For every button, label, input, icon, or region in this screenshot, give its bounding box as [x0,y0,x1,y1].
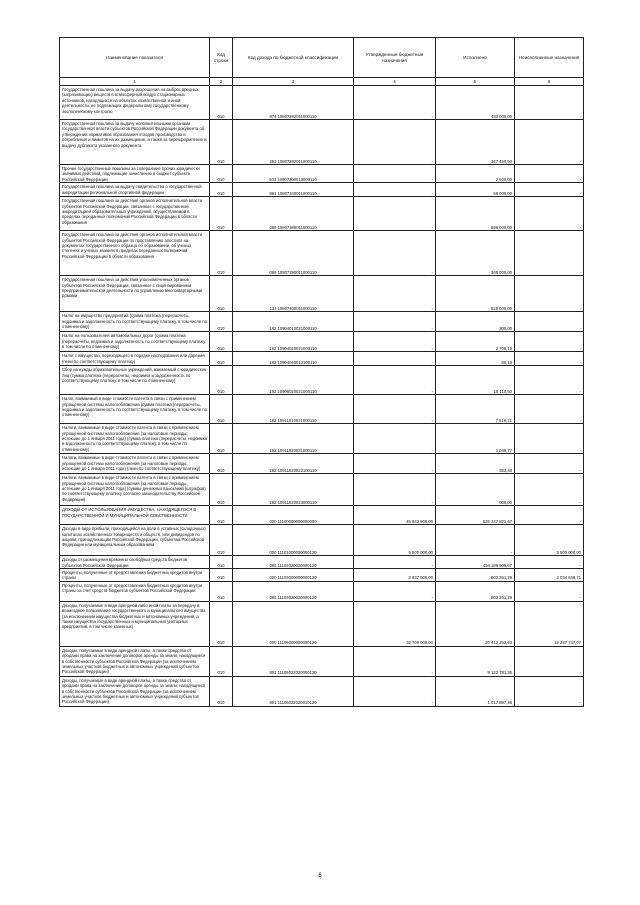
row-unexecuted: - [515,197,584,231]
table-row [60,86,584,120]
table-row [60,601,584,646]
row-approved: 32 700 000,00 [354,601,436,646]
row-line-code: 010 [210,601,233,646]
row-unexecuted: 2 034 648,71 [515,569,584,582]
header-indicator-name: Наименование показателя [60,38,210,78]
table-row [60,332,584,352]
page-number: 6 [318,873,322,879]
row-approved: 2 837 900,00 [354,569,436,582]
row-executed: 803 251,29 [436,569,515,582]
table-body [60,78,584,707]
row-income-code: 503 10807300010000110 [233,165,354,183]
row-income-code: 182 10904010021000110 [233,312,354,332]
row-income-code: 182 10904020021000110 [233,332,354,352]
row-name: Налог с имущества, переходящего в порядке наследования или дарения (пени по соответствующему платежу) [60,352,210,366]
row-unexecuted: - [515,165,584,183]
row-approved: - [354,312,436,332]
row-income-code: 000 11100000000000000 [233,506,354,525]
row-executed: 526 247 821,67 [436,506,515,525]
row-line-code: 010 [210,454,233,474]
row-executed: 1 017 897,46 [436,676,515,706]
row-executed: 7 516,21 [436,395,515,424]
row-income-code: 182 10906020021000110 [233,366,354,395]
row-executed: 2 500,00 [436,165,515,183]
row-line-code: 010 [210,332,233,352]
table-row [60,424,584,454]
row-approved: - [354,332,436,352]
row-name: Доходы, получаемые в виде арендной либо иной платы за передачу в возмездное пользование государственного и муниципального имущества (за исключением имущества бюджетных и автономных учреждений, а также имущества государственных и муниципальных унитарных предприятий, в том числе казенных) [60,601,210,646]
table-row [60,120,584,165]
row-unexecuted: - [515,424,584,454]
row-approved: - [354,120,436,165]
row-income-code: 801 11105022020010120 [233,676,354,706]
row-name: Государственная пошлина за действия уполномоченных органов субъектов Российской Федерации, связанные с лицензированием предпринимательской деятельности по управлению многоквартирными домами [60,276,210,312]
row-name: Налог на имущество предприятий (сумма платежа (перерасчеты, недоимка и задолженность по соответствующему платежу, в том числе по отмененному) [60,312,210,332]
row-executed: 367 450,50 [436,120,515,165]
row-executed: 300,00 [436,312,515,332]
table-row [60,276,584,312]
row-income-code: 000 11103000000000120 [233,569,354,582]
table-row [60,183,584,197]
row-income-code: 182 10904040012100110 [233,352,354,366]
row-executed: 825 000,00 [436,276,515,312]
row-line-code: 010 [210,646,233,676]
column-number: 6 [515,78,584,86]
row-executed: 20 412 252,93 [436,601,515,646]
row-line-code: 010 [210,395,233,424]
row-approved: 5 500 000,00 [354,525,436,556]
row-unexecuted: - [515,366,584,395]
row-executed: 80,19 [436,352,515,366]
row-line-code: 010 [210,120,233,165]
header-income-code: Код дохода по бюджетной классификации [233,38,354,78]
column-number: 1 [60,78,210,86]
row-line-code: 010 [210,569,233,582]
column-number: 4 [354,78,436,86]
row-executed: 696 000,00 [436,197,515,231]
row-approved: - [354,231,436,276]
row-income-code: 182 10911020023000110 [233,474,354,506]
row-name: Доходы от размещения временно свободных средств бюджетов субъектов Российской Федерации [60,556,210,569]
row-line-code: 010 [210,165,233,183]
row-unexecuted: - [515,556,584,569]
row-executed: 2 708,19 [436,332,515,352]
table-row [60,556,584,569]
row-income-code: 801 11105022020000120 [233,646,354,676]
table-row [60,569,584,582]
row-approved: - [354,86,436,120]
row-unexecuted: - [515,86,584,120]
row-approved: - [354,165,436,183]
row-income-code: 065 11103020020000120 [233,581,354,601]
row-line-code: 010 [210,352,233,366]
table-row [60,165,584,183]
row-name: Доходы в виде прибыли, приходящейся на доли в уставных (складочных) капиталах хозяйственных товариществ и обществ, или дивидендов по акциям, принадлежащим Российской Федерации, субъектам Российской Федерации или муниципальным образованиям [60,525,210,556]
row-unexecuted: 5 500 000,00 [515,525,584,556]
table-row [60,506,584,525]
row-line-code: 010 [210,474,233,506]
header-approved: Утвержденные бюджетные назначения [354,38,436,78]
row-name: Прочие государственные пошлины за совершение прочих юридически значимых действий, подлежащие зачислению в бюджет субъекта Российской Федерации [60,165,210,183]
row-approved: - [354,183,436,197]
table-row [60,525,584,556]
table-row [60,454,584,474]
row-name: Проценты, полученные от предоставления бюджетных кредитов внутри страны [60,569,210,582]
row-line-code: 010 [210,366,233,395]
row-executed: - [436,525,515,556]
row-unexecuted: - [515,120,584,165]
row-unexecuted: - [515,506,584,525]
table-row [60,312,584,332]
row-executed: 363,48 [436,454,515,474]
row-line-code: 010 [210,183,233,197]
row-approved: - [354,556,436,569]
row-executed: 483 000,00 [436,86,515,120]
row-unexecuted: - [515,454,584,474]
row-approved: - [354,395,436,424]
row-approved: - [354,424,436,454]
row-income-code: 069 10807390011000110 [233,231,354,276]
budget-execution-table [59,37,584,707]
row-executed: 365 000,00 [436,231,515,276]
row-line-code: 010 [210,581,233,601]
row-income-code: 000 11101000000000120 [233,525,354,556]
row-income-code: 182 10911020022100110 [233,454,354,474]
row-line-code: 010 [210,506,233,525]
table-row [60,352,584,366]
row-approved: - [354,676,436,706]
row-income-code: 182 10911010021000110 [233,395,354,424]
row-income-code: 133 10807400011000110 [233,276,354,312]
row-unexecuted: - [515,352,584,366]
row-unexecuted: - [515,676,584,706]
row-executed: 69 000,00 [436,183,515,197]
header-unexecuted: Неисполненные назначения [515,38,584,78]
row-approved: 45 843 900,00 [354,506,436,525]
row-unexecuted: - [515,395,584,424]
row-name: Доходы, получаемые в виде арендной платы, а также средства от продажи права на заключение договоров аренды за земли, находящиеся в собственности субъектов Российской Федерации (за исключением земельных участков бюджетных и автономных учреждений субъектов Российской Федерации) [60,646,210,676]
row-name: Налоги, взимаемые в виде стоимости патента в связи с применением упрощенной системы налогообложения (за налоговые периоды, истекшие до 1 января 2011 года) (пени по соответствующему платежу) [60,454,210,474]
row-unexecuted: - [515,183,584,197]
row-name: Налоги, взимаемые в виде стоимости патента в связи с применением упрощенной системы налогообложения (за налоговые периоды, истекшие до 1 января 2011 года) (сумма платежа (перерасчеты, недоимка и задолженность по соответствующему платежу, в том числе по отмененному) [60,424,210,454]
row-approved: - [354,352,436,366]
row-name: Налог на пользователей автомобильных дорог (сумма платежа (перерасчеты, недоимка и задолженность по соответствующему платежу, в том числе по отмененному) [60,332,210,352]
header-line-code: Код строки [210,38,233,78]
table-row [60,231,584,276]
column-number: 2 [210,78,233,86]
table-row [60,197,584,231]
column-number: 3 [233,78,354,86]
row-approved: - [354,646,436,676]
table-row [60,581,584,601]
row-line-code: 010 [210,676,233,706]
row-approved: - [354,454,436,474]
row-income-code: 000 11105000000000120 [233,601,354,646]
row-name: ДОХОДЫ ОТ ИСПОЛЬЗОВАНИЯ ИМУЩЕСТВА, НАХОДЯЩЕГОСЯ В ГОСУДАРСТВЕННОЙ И МУНИЦИПАЛЬНОЙ СОБСТВЕННОСТИ [60,506,210,525]
row-unexecuted: - [515,581,584,601]
table-header-row [60,38,584,78]
row-line-code: 010 [210,312,233,332]
header-executed: Исполнено [436,38,515,78]
row-executed: 9 122 781,36 [436,646,515,676]
row-name: Сбор на нужды образовательных учреждений, взимаемый с юридических лиц (сумма платежа (перерасчеты, недоимка и задолженность по соответствующему платежу, в том числе по отмененному) [60,366,210,395]
row-income-code: 874 10807282011000110 [233,86,354,120]
row-name: Доходы, получаемые в виде арендной платы, а также средства от продажи права на заключение договоров аренды за земли, находящиеся в собственности субъектов Российской Федерации (за исключением земельных участков бюджетных и автономных учреждений субъектов Российской Федерации) [60,676,210,706]
row-line-code: 010 [210,424,233,454]
row-unexecuted: 12 287 747,07 [515,601,584,646]
row-name: Налог, взимаемый в виде стоимости патента в связи с применением упрощенной системы налогообложения (сумма платежа (перерасчеты, недоимка и задолженность по соответствующему платежу, в том числе по отмененному) [60,395,210,424]
row-income-code: 253 10807282011000110 [233,120,354,165]
row-executed: 900,00 [436,474,515,506]
row-approved: - [354,197,436,231]
row-name: Государственная пошлина за выдачу исполнительными органами государственной власти субъектов Российской Федерации документа об утверждении нормативов образования отходов производства и потребления и лимитов на их размещение, а также за переоформление и выдачу дубликата указанного документа [60,120,210,165]
row-executed: 803 251,29 [436,581,515,601]
row-name: Государственная пошлина за действия органов исполнительной власти субъектов Российской Федерации, связанные с государственной аккредитацией образовательных учреждений, осуществляемой в пределах переданных полномочий Российской Федерации в области образования [60,197,210,231]
row-name: Государственная пошлина за выдачу свидетельства о государственной аккредитации региональной спортивной федерации [60,183,210,197]
row-approved: - [354,276,436,312]
row-unexecuted: - [515,646,584,676]
row-line-code: 010 [210,231,233,276]
column-number: 5 [436,78,515,86]
row-income-code: 069 10807380011000110 [233,197,354,231]
row-unexecuted: - [515,332,584,352]
row-unexecuted: - [515,474,584,506]
table-row [60,676,584,706]
row-name: Государственная пошлина за выдачу разрешения на выброс вредных (загрязняющих) веществ в атмосферный воздух стационарных источников, находящихся на объектах хозяйственной и иной деятельности, не подлежащих федеральному государственному экологическому контролю [60,86,210,120]
row-name: Налоги, взимаемые в виде стоимости патента в связи с применением упрощенной системы налогообложения (за налоговые периоды, истекшие до 1 января 2011 года) (суммы денежных взысканий (штрафов) по соответствующему платежу согласно законодательству Российской Федерации) [60,474,210,506]
row-income-code: 182 10911020021000110 [233,424,354,454]
row-line-code: 010 [210,525,233,556]
table-row [60,395,584,424]
row-executed: 494 189 909,67 [436,556,515,569]
row-unexecuted: - [515,312,584,332]
row-line-code: 010 [210,86,233,120]
row-income-code: 861 10807340011000110 [233,183,354,197]
row-unexecuted: - [515,231,584,276]
row-approved: - [354,366,436,395]
table-row [60,474,584,506]
row-line-code: 010 [210,556,233,569]
row-unexecuted: - [515,276,584,312]
row-name: Проценты, полученные от предоставления бюджетных кредитов внутри страны за счет средств бюджетов субъектов Российской Федерации [60,581,210,601]
row-line-code: 010 [210,276,233,312]
table-row [60,646,584,676]
row-income-code: 065 11102020020000120 [233,556,354,569]
row-executed: 1 049,77 [436,424,515,454]
row-approved: - [354,474,436,506]
row-line-code: 010 [210,197,233,231]
row-name: Государственная пошлина за действия органов исполнительной власти субъектов Российской Федерации по проставлению апостиля на документах государственного образца об образовании, об ученых степенях и ученых званиях в пределах переданных полномочий Российской Федерации в области образования [60,231,210,276]
column-number-row [60,78,584,86]
row-approved: - [354,581,436,601]
row-executed: 18 110,50 [436,366,515,395]
table-row [60,366,584,395]
